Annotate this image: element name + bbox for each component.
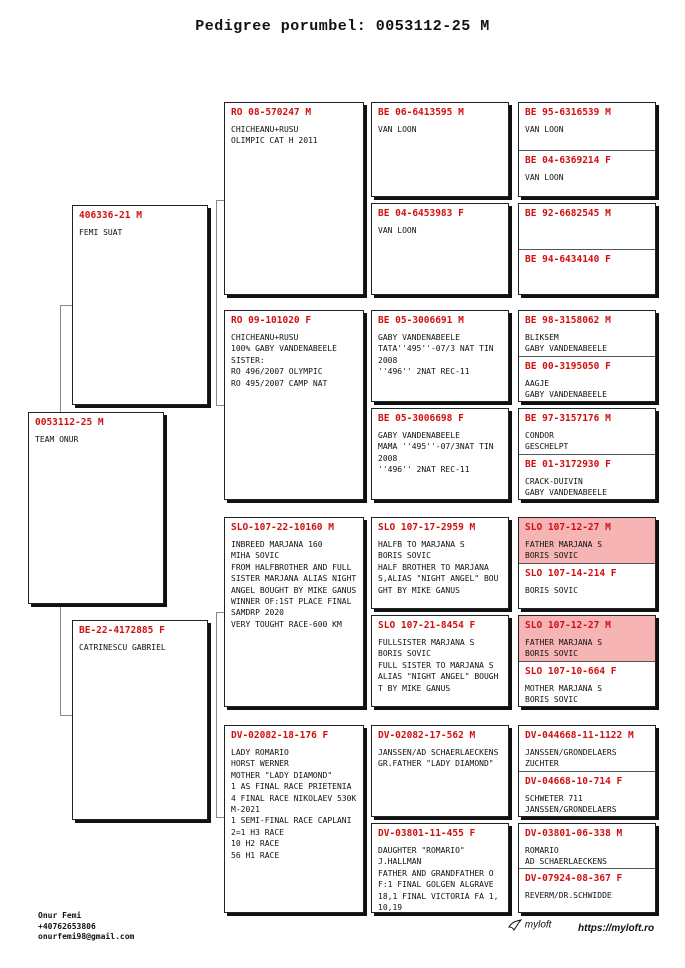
pigeon-info: SCHWETER 711 JANSSEN/GRONDELAERS (525, 794, 617, 815)
connector-line (216, 200, 224, 201)
pigeon-info: VAN LOON (525, 173, 564, 182)
page-title: Pedigree porumbel: 0053112-25 M (195, 18, 490, 35)
pigeon-info: TEAM ONUR (35, 435, 79, 444)
connector-line (216, 612, 224, 613)
pigeon-info: CONDOR GESCHELPT (525, 431, 569, 452)
pigeon-info: ROMARIO AD SCHAERLAECKENS (525, 846, 607, 867)
ring-number: 406336-21 M (79, 210, 142, 221)
pedigree-card-gen3[interactable] (224, 725, 364, 913)
pedigree-card-gen5-pair[interactable] (518, 615, 656, 707)
pigeon-info: LADY ROMARIO HORST WERNER MOTHER "LADY DIAMOND" 1 AS FINAL RACE PRIETENIA 4 FINAL RACE NIKOLAEV 530KM-2021 1 SEMI-FINAL RACE CAPLANI 2=1 H3 RACE 10 H2 RACE 56 H1 RACE (231, 748, 357, 860)
ring-number: BE 94-6434140 F (525, 254, 611, 265)
ring-number: DV-02082-17-562 M (378, 730, 476, 741)
pigeon-info: BORIS SOVIC (525, 586, 578, 595)
pigeon-info: VAN LOON (378, 226, 417, 235)
ring-number: 0053112-25 M (35, 417, 104, 428)
ring-number: SLO 107-21-8454 F (378, 620, 476, 631)
pigeon-info: JANSSEN/GRONDELAERS ZUCHTER (525, 748, 617, 769)
bird-icon (508, 918, 522, 932)
ring-number: SLO 107-12-27 M (525, 522, 611, 533)
ring-number: BE 95-6316539 M (525, 107, 611, 118)
ring-number: RO 08-570247 M (231, 107, 312, 118)
pigeon-info: FULLSISTER MARJANA S BORIS SOVIC FULL SISTER TO MARJANA S ALIAS "NIGHT ANGEL" BOUGHT BY MIKE GANUS (378, 638, 499, 693)
pedigree-card-gen5-pair[interactable] (518, 408, 656, 500)
pedigree-card-gen4[interactable] (371, 517, 509, 609)
pigeon-info: HALFB TO MARJANA S BORIS SOVIC HALF BROTHER TO MARJANA S,ALIAS "NIGHT ANGEL" BOUGHT BY MIKE GANUS (378, 540, 499, 595)
pigeon-info: CHICHEANU+RUSU OLIMPIC CAT H 2011 (231, 125, 318, 146)
pigeon-info: FATHER MARJANA S BORIS SOVIC (525, 540, 603, 561)
pedigree-subject-card[interactable] (28, 412, 164, 604)
pedigree-card-gen4[interactable] (371, 310, 509, 402)
ring-number: BE 05-3006698 F (378, 413, 464, 424)
pigeon-info: CRACK-DUIVIN GABY VANDENABEELE (525, 477, 607, 498)
ring-number: SLO 107-14-214 F (525, 568, 617, 579)
owner-email[interactable]: onurfemi98@gmail.com (38, 932, 135, 941)
ring-number: DV-02082-18-176 F (231, 730, 329, 741)
connector-line (216, 200, 217, 405)
pigeon-info: BLIKSEM GABY VANDENABEELE (525, 333, 607, 354)
owner-name: Onur Femi (38, 911, 82, 920)
website-link[interactable]: https://myloft.ro (578, 923, 655, 934)
pigeon-info: INBREED MARJANA 160 MIHA SOVIC FROM HALFBROTHER AND FULL SISTER MARJANA ALIAS NIGHT ANGEL BOUGHT BY MIKE GANUS WINNER OF:1ST PLACE FINAL SAMDRP 2020 VERY TOUGHT RACE-600 KM (231, 540, 357, 629)
pedigree-card-gen4[interactable] (371, 615, 509, 707)
ring-number: BE 00-3195050 F (525, 361, 611, 372)
ring-number: BE 05-3006691 M (378, 315, 464, 326)
ring-number: BE 01-3172930 F (525, 459, 611, 470)
ring-number: SLO 107-17-2959 M (378, 522, 476, 533)
pedigree-card-gen3[interactable] (224, 517, 364, 707)
pigeon-info: AAGJE GABY VANDENABEELE (525, 379, 607, 400)
ring-number: BE 98-3158062 M (525, 315, 611, 326)
pedigree-card-gen4[interactable] (371, 203, 509, 295)
pedigree-card-gen5-pair[interactable] (518, 725, 656, 817)
pedigree-card-gen4[interactable] (371, 823, 509, 913)
pigeon-info: DAUGHTER "ROMARIO" J.HALLMAN FATHER AND GRANDFATHER OF:1 FINAL GOLGEN ALGRAVE 18,1 FINAL VICTORIA FA 1,10,19 (378, 846, 499, 913)
ring-number: DV-03801-06-338 M (525, 828, 623, 839)
ring-number: SLO 107-10-664 F (525, 666, 617, 677)
connector-line (216, 405, 224, 406)
owner-phone: +40762653806 (38, 921, 96, 931)
pedigree-card-sire[interactable] (72, 205, 208, 405)
logo-text: myloft (524, 919, 552, 931)
ring-number: DV-07924-08-367 F (525, 873, 623, 884)
pedigree-card-dam[interactable] (72, 620, 208, 820)
pedigree-card-gen5-pair[interactable] (518, 823, 656, 913)
pedigree-card-gen5-pair[interactable] (518, 102, 656, 197)
connector-line (216, 612, 217, 817)
pigeon-info: CHICHEANU+RUSU 100% GABY VANDENABEELE SISTER: RO 496/2007 OLYMPIC RO 495/2007 CAMP NAT (231, 333, 337, 388)
pigeon-info: REVERM/DR.SCHWIDDE (525, 891, 612, 900)
ring-number: BE 97-3157176 M (525, 413, 611, 424)
ring-number: RO 09-101020 F (231, 315, 312, 326)
pigeon-info: GABY VANDENABEELE MAMA ''495''-07/3NAT TIN 2008 ''496'' 2NAT REC-11 (378, 431, 494, 475)
pedigree-card-gen4[interactable] (371, 408, 509, 500)
owner-contact (38, 911, 134, 943)
ring-number: BE 04-6369214 F (525, 155, 611, 166)
pigeon-info: VAN LOON (525, 125, 564, 134)
pigeon-info: CATRINESCU GABRIEL (79, 643, 166, 652)
ring-number: BE 92-6682545 M (525, 208, 611, 219)
pigeon-info: VAN LOON (378, 125, 417, 134)
ring-number: BE-22-4172885 F (79, 625, 165, 636)
connector-line (216, 817, 224, 818)
ring-number: DV-04668-10-714 F (525, 776, 623, 787)
ring-number: BE 04-6453983 F (378, 208, 464, 219)
ring-number: DV-044668-11-1122 M (525, 730, 634, 741)
ring-number: DV-03801-11-455 F (378, 828, 476, 839)
ring-number: BE 06-6413595 M (378, 107, 464, 118)
pigeon-info: FATHER MARJANA S BORIS SOVIC (525, 638, 603, 659)
pedigree-card-gen5-pair[interactable] (518, 310, 656, 402)
pigeon-info: GABY VANDENABEELE TATA''495''-07/3 NAT TIN 2008 ''496'' 2NAT REC-11 (378, 333, 494, 377)
pedigree-card-gen3[interactable] (224, 102, 364, 295)
pigeon-info: JANSSEN/AD SCHAERLAECKENS GR.FATHER "LADY DIAMOND" (378, 748, 499, 769)
pigeon-info: FEMI SUAT (79, 228, 123, 237)
ring-number: SLO-107-22-10160 M (231, 522, 334, 533)
pedigree-card-gen4[interactable] (371, 102, 509, 197)
myloft-logo (508, 918, 551, 932)
pedigree-card-gen3[interactable] (224, 310, 364, 500)
pedigree-card-gen5-pair[interactable] (518, 517, 656, 609)
pigeon-info: MOTHER MARJANA S BORIS SOVIC (525, 684, 603, 705)
ring-number: SLO 107-12-27 M (525, 620, 611, 631)
pedigree-card-gen4[interactable] (371, 725, 509, 817)
pedigree-card-gen5-pair[interactable] (518, 203, 656, 295)
